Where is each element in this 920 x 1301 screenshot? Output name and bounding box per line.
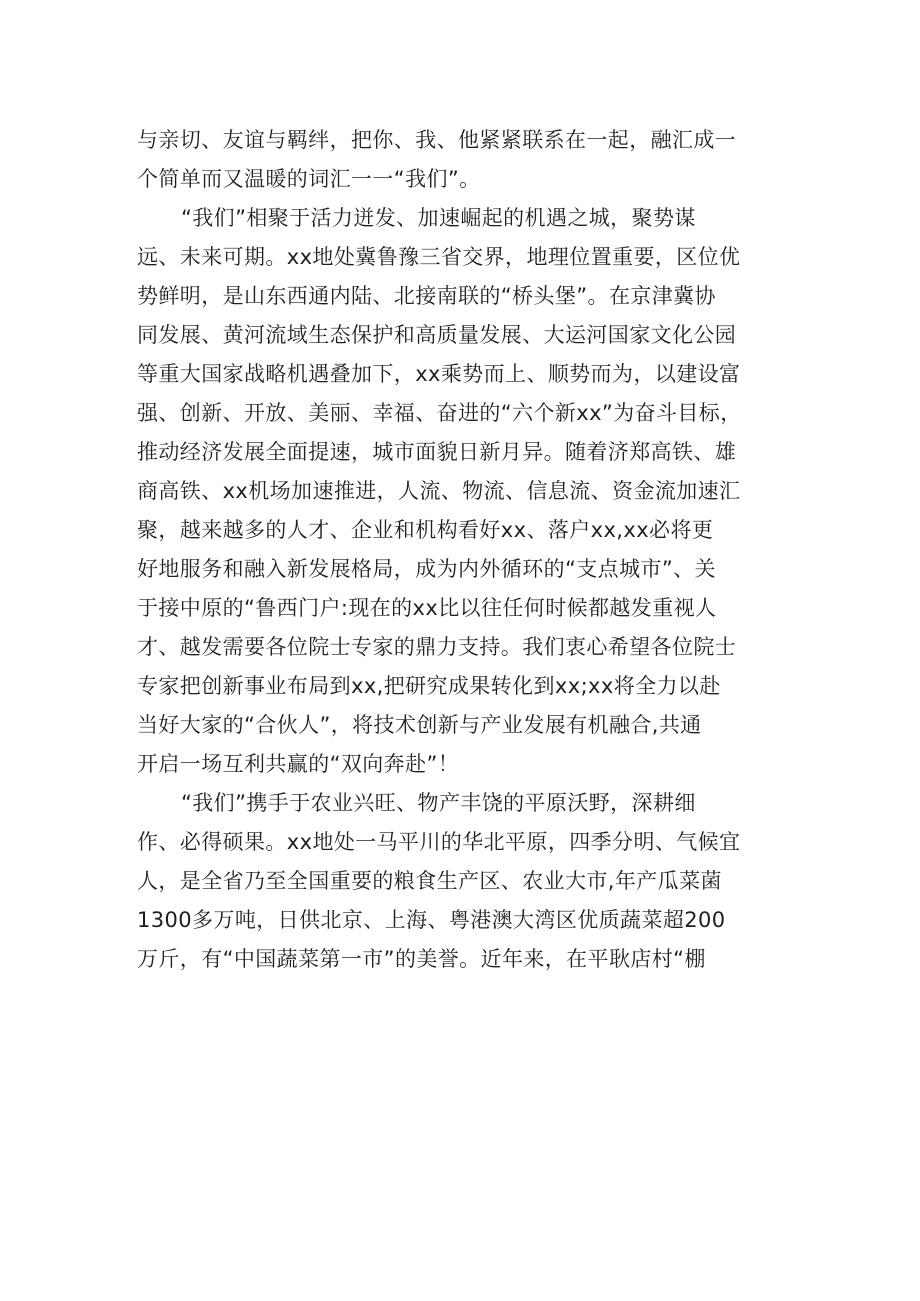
text-line: 与亲切、友谊与羁绊，把你、我、他紧紧联系在一起，融汇成一 [137,128,737,152]
document-body [137,121,797,979]
text-line: 1300多万吨，日供北京、上海、粤港澳大湾区优质蔬菜超200 [137,908,726,932]
text-line: 作、必得硕果。xx地处一马平川的华北平原，四季分明、气候宜 [137,830,741,854]
paragraph-start-line: “我们”携手于农业兴旺、物产丰饶的平原沃野，深耕细 [181,791,696,815]
text-line: 聚，越来越多的人才、企业和机构看好xx、落户xx,xx必将更 [137,518,714,542]
paragraph-start-line: “我们”相聚于活力迸发、加速崛起的机遇之城，聚势谋 [181,206,696,230]
text-line: 强、创新、开放、美丽、幸福、奋进的“六个新xx”为奋斗目标， [137,401,742,425]
text-line: 势鲜明，是山东西通内陆、北接南联的“桥头堡”。在京津冀协 [137,284,716,308]
text-line: 开启一场互利共赢的“双向奔赴”！ [137,752,460,776]
text-line: 专家把创新事业布局到xx,把研究成果转化到xx;xx将全力以赴 [137,674,721,698]
text-line: 同发展、黄河流域生态保护和高质量发展、大运河国家文化公园 [137,323,737,347]
text-line: 当好大家的“合伙人”，将技术创新与产业发展有机融合,共通 [137,713,702,737]
text-line: 等重大国家战略机遇叠加下，xx乘势而上、顺势而为，以建设富 [137,362,741,386]
text-line: 万斤，有“中国蔬菜第一市”的美誉。近年来，在平耿店村“棚 [137,947,706,971]
text-line: 人，是全省乃至全国重要的粮食生产区、农业大市,年产瓜菜菌 [137,869,722,893]
text-line: 好地服务和融入新发展格局，成为内外循环的“支点城市”、关 [137,557,716,581]
text-line: 商高铁、xx机场加速推进，人流、物流、信息流、资金流加速汇 [137,479,741,503]
text-line: 才、越发需要各位院士专家的鼎力支持。我们衷心希望各位院士 [137,635,737,659]
text-line: 推动经济发展全面提速，城市面貌日新月异。随着济郑高铁、雄 [137,440,737,464]
text-line: 于接中原的“鲁西门户:现在的xx比以往任何时候都越发重视人 [137,596,717,620]
text-line: 个简单而又温暖的词汇一一“我们”。 [137,167,481,191]
text-line: 远、未来可期。xx地处冀鲁豫三省交界，地理位置重要，区位优 [137,245,741,269]
